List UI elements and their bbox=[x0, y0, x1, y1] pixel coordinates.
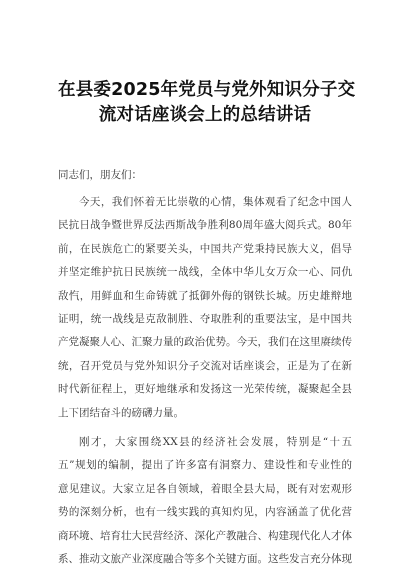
paragraph-line: 统，召开党员与党外知识分子交流对话座谈会，正是为了在新 bbox=[58, 359, 352, 372]
paragraph-line: 前，在民族危亡的紧要关头，中国共产党秉持民族大义，倡导 bbox=[58, 242, 352, 255]
paragraph-line: 势的深刻分析，也有一线实践的真知灼见，内容涵盖了优化营 bbox=[58, 506, 352, 519]
document-body bbox=[58, 164, 352, 572]
paragraph-line: 产党凝聚人心、汇聚力量的政治优势。今天，我们在这里赓续传 bbox=[58, 336, 352, 349]
title-line: 在县委2025年党员与党外知识分子交 bbox=[58, 80, 356, 100]
title-line: 流对话座谈会上的总结讲话 bbox=[98, 105, 312, 125]
document-title bbox=[58, 78, 356, 128]
paragraph-line: 上下团结奋斗的磅礴力量。 bbox=[58, 406, 184, 419]
paragraph-line: 五”规划的编制，提出了许多富有洞察力、建设性和专业性的 bbox=[58, 459, 352, 472]
paragraph-line: 敌忾，用鲜血和生命铸就了抵御外侮的钢铁长城。历史雄辩地 bbox=[58, 289, 352, 302]
paragraph bbox=[58, 431, 352, 571]
paragraph bbox=[58, 191, 352, 425]
paragraph-line: 刚才，大家围绕XX县的经济社会发展，特别是“十五 bbox=[79, 436, 352, 449]
paragraph-line: 证明，统一战线是克敌制胜、夺取胜利的重要法宝，是中国共 bbox=[58, 313, 352, 326]
paragraph-line: 意见建议。大家立足各自领域，着眼全县大局，既有对宏观形 bbox=[58, 482, 352, 495]
paragraph-line: 时代新征程上，更好地继承和发扬这一光荣传统，凝聚起全县 bbox=[58, 383, 352, 396]
paragraph-line: 系、推动文旅产业深度融合等多个关键方面。这些发言充分体现 bbox=[58, 553, 352, 566]
paragraph-line: 商环境、培育壮大民营经济、深化产教融合、构建现代化人才体 bbox=[58, 529, 352, 542]
paragraph-line: 并坚定维护抗日民族统一战线，全体中华儿女万众一心、同仇 bbox=[58, 266, 352, 279]
salutation: 同志们，朋友们： bbox=[58, 169, 142, 181]
paragraph-line: 民抗日战争暨世界反法西斯战争胜利80周年盛大阅兵式。80年 bbox=[58, 219, 352, 232]
paragraph-line: 今天，我们怀着无比崇敬的心情，集体观看了纪念中国人 bbox=[79, 196, 352, 208]
